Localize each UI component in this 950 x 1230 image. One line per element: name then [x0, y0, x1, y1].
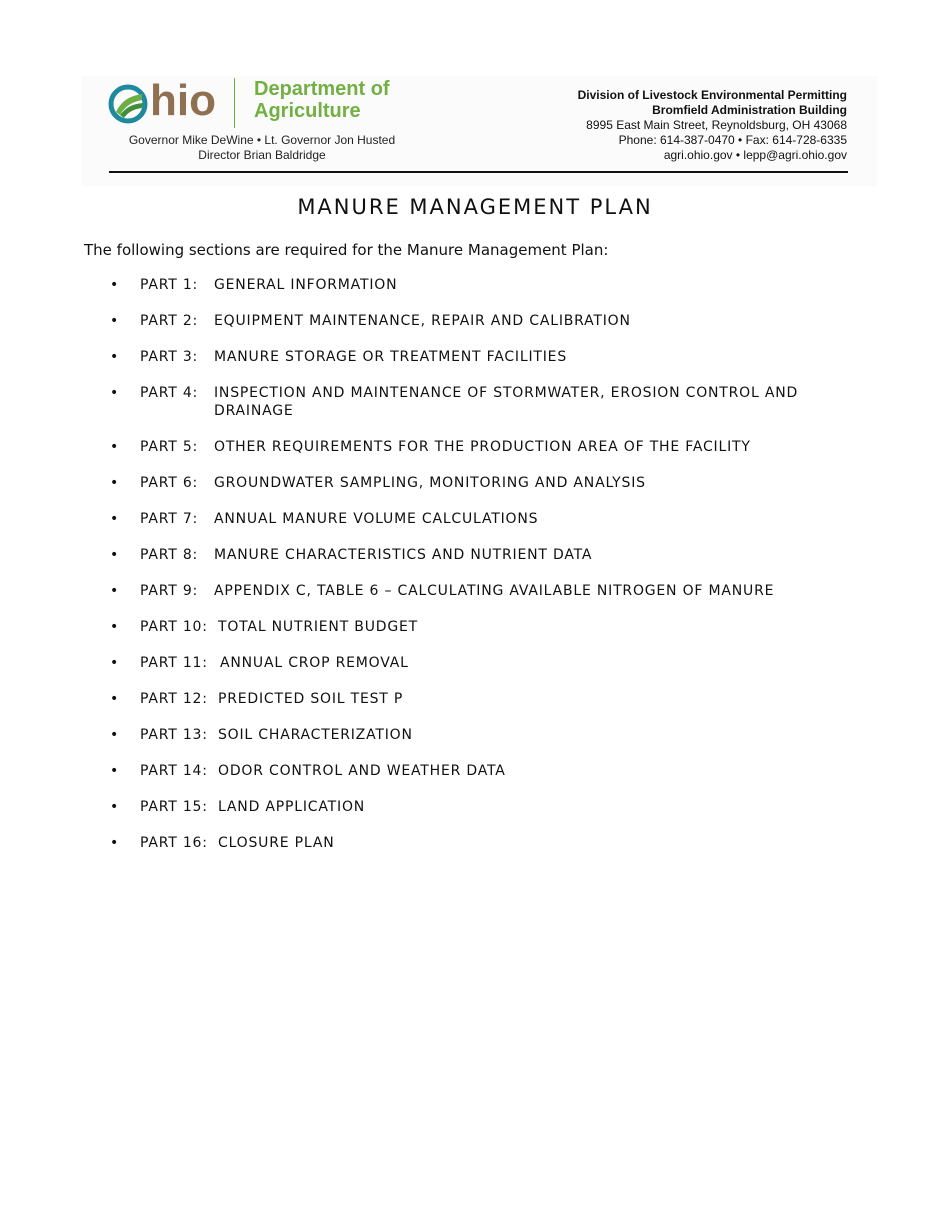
part-title: INSPECTION AND MAINTENANCE OF STORMWATER, EROSION CONTROL AND DRAINAGE — [214, 385, 799, 419]
logo-department-name: Department of Agriculture — [254, 78, 390, 122]
part-label: PART 2: — [140, 313, 199, 329]
list-item — [110, 690, 850, 708]
part-title: EQUIPMENT MAINTENANCE, REPAIR AND CALIBRATION — [214, 313, 631, 329]
part-title: ANNUAL CROP REMOVAL — [220, 655, 409, 671]
bullet: • — [110, 835, 120, 851]
part-label: PART 7: — [140, 511, 199, 527]
list-item — [110, 312, 850, 330]
part-label: PART 11: — [140, 655, 208, 671]
bullet: • — [110, 475, 120, 491]
list-item — [110, 510, 850, 528]
ohio-agriculture-logo — [108, 76, 418, 132]
part-title: PREDICTED SOIL TEST P — [218, 691, 404, 707]
bullet: • — [110, 547, 120, 563]
part-label: PART 12: — [140, 691, 208, 707]
part-label: PART 10: — [140, 619, 208, 635]
bullet: • — [110, 691, 120, 707]
ohio-o-field-icon — [108, 84, 148, 124]
part-label: PART 15: — [140, 799, 208, 815]
part-label: PART 3: — [140, 349, 199, 365]
list-item — [110, 438, 850, 456]
part-title: ODOR CONTROL AND WEATHER DATA — [218, 763, 506, 779]
part-label: PART 14: — [140, 763, 208, 779]
part-title: CLOSURE PLAN — [218, 835, 335, 851]
part-label: PART 13: — [140, 727, 208, 743]
bullet: • — [110, 439, 120, 455]
bullet: • — [110, 655, 120, 671]
part-label: PART 5: — [140, 439, 199, 455]
bullet: • — [110, 763, 120, 779]
list-item — [110, 618, 850, 636]
list-item — [110, 798, 850, 816]
part-title: APPENDIX C, TABLE 6 – CALCULATING AVAILABLE NITROGEN OF MANURE — [214, 583, 775, 599]
officials-line-governor: Governor Mike DeWine • Lt. Governor Jon Husted — [128, 133, 396, 147]
list-item — [110, 348, 850, 366]
bullet: • — [110, 619, 120, 635]
parts-list — [110, 276, 850, 870]
part-title: GROUNDWATER SAMPLING, MONITORING AND ANALYSIS — [214, 475, 646, 491]
part-label: PART 4: — [140, 385, 199, 401]
bullet: • — [110, 583, 120, 599]
part-label: PART 1: — [140, 277, 199, 293]
intro-text: The following sections are required for the Manure Management Plan: — [84, 241, 609, 259]
bullet: • — [110, 277, 120, 293]
bullet: • — [110, 385, 120, 401]
list-item — [110, 276, 850, 294]
contact-address: 8995 East Main Street, Reynoldsburg, OH 43068 — [586, 118, 847, 132]
part-label: PART 9: — [140, 583, 199, 599]
bullet: • — [110, 349, 120, 365]
contact-building: Bromfield Administration Building — [652, 103, 847, 117]
list-item — [110, 654, 850, 672]
contact-block — [527, 88, 847, 163]
header-rule — [109, 171, 848, 173]
logo-wordmark: hio — [150, 76, 216, 125]
part-label: PART 6: — [140, 475, 199, 491]
bullet: • — [110, 799, 120, 815]
part-title: GENERAL INFORMATION — [214, 277, 398, 293]
part-label: PART 16: — [140, 835, 208, 851]
list-item — [110, 834, 850, 852]
bullet: • — [110, 727, 120, 743]
bullet: • — [110, 313, 120, 329]
part-title: MANURE STORAGE OR TREATMENT FACILITIES — [214, 349, 568, 365]
part-title: ANNUAL MANURE VOLUME CALCULATIONS — [214, 511, 539, 527]
part-title: LAND APPLICATION — [218, 799, 366, 815]
contact-division: Division of Livestock Environmental Permitting — [577, 88, 847, 102]
part-label: PART 8: — [140, 547, 199, 563]
list-item — [110, 726, 850, 744]
part-title: MANURE CHARACTERISTICS AND NUTRIENT DATA — [214, 547, 593, 563]
list-item — [110, 762, 850, 780]
part-title: SOIL CHARACTERIZATION — [218, 727, 413, 743]
logo-divider — [234, 78, 235, 128]
page-title: MANURE MANAGEMENT PLAN — [297, 195, 653, 219]
contact-phone-fax: Phone: 614-387-0470 • Fax: 614-728-6335 — [618, 133, 847, 147]
contact-web-email: agri.ohio.gov • lepp@agri.ohio.gov — [663, 148, 847, 162]
part-title: OTHER REQUIREMENTS FOR THE PRODUCTION AREA OF THE FACILITY — [214, 439, 751, 455]
list-item — [110, 582, 850, 600]
part-title: TOTAL NUTRIENT BUDGET — [218, 619, 418, 635]
officials-line-director: Director Brian Baldridge — [198, 148, 326, 162]
list-item — [110, 474, 850, 492]
list-item — [110, 546, 850, 564]
bullet: • — [110, 511, 120, 527]
list-item — [110, 384, 850, 420]
